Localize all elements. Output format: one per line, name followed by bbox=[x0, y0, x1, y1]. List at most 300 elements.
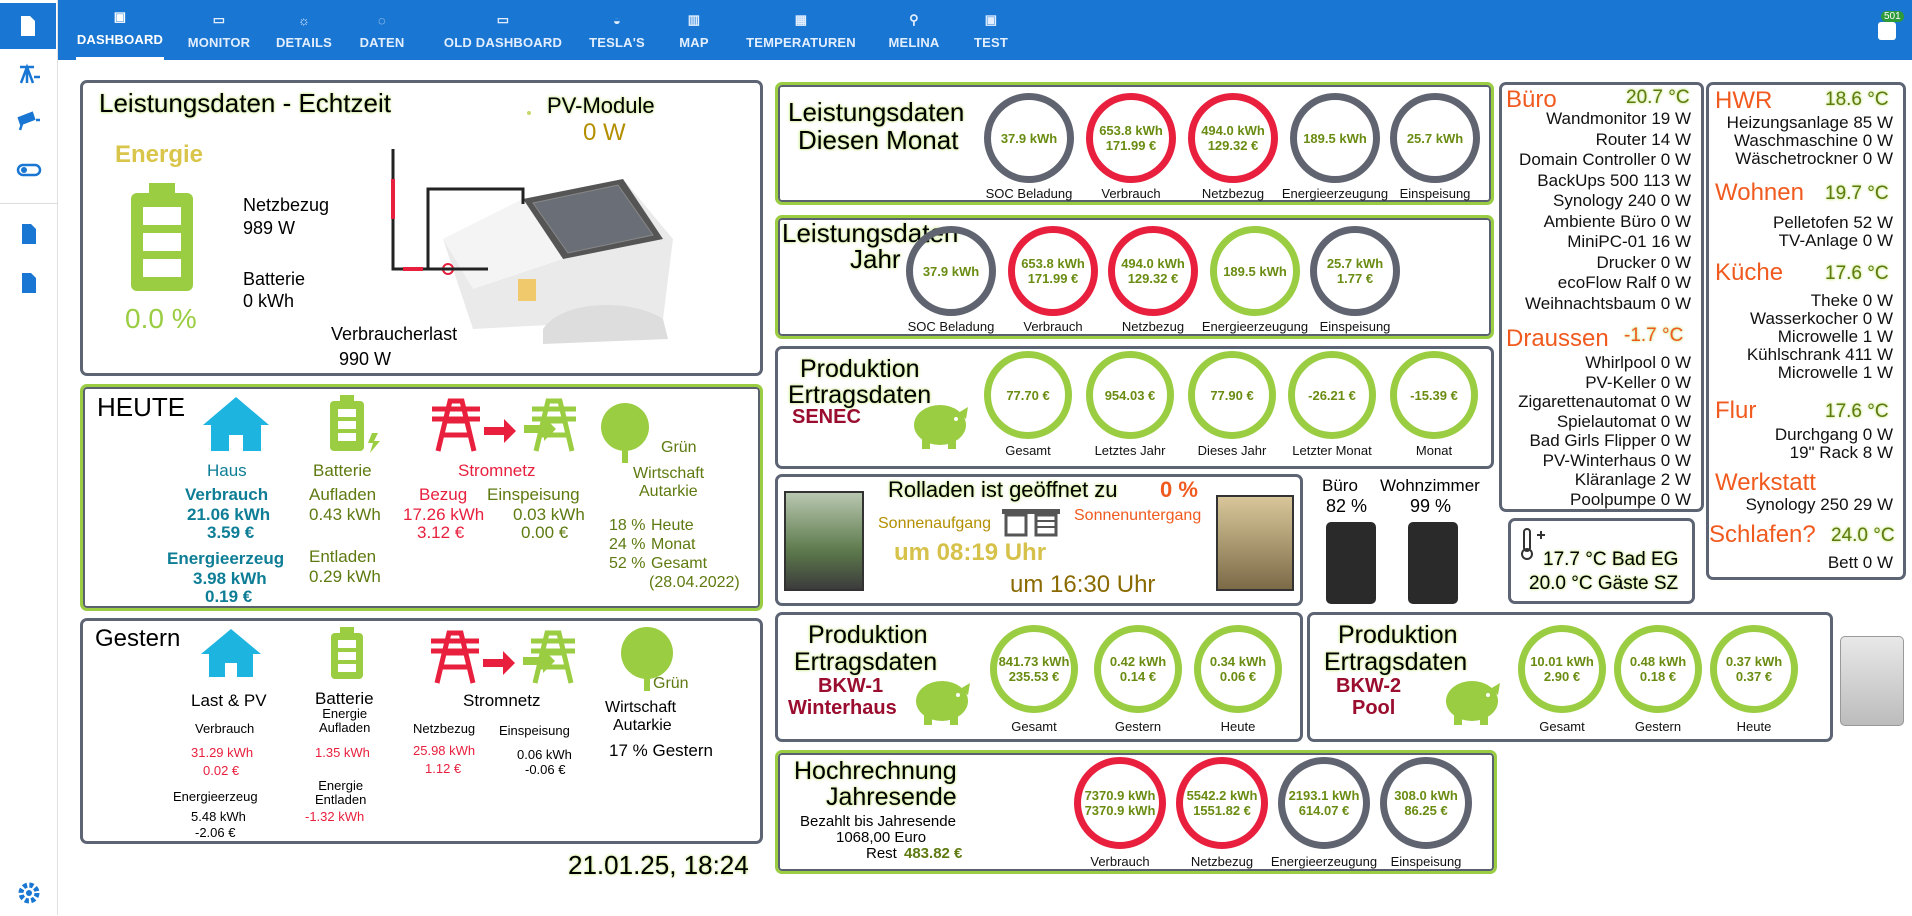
energieerz-kwh: 5.48 kWh bbox=[191, 809, 246, 824]
device-power-item: Poolpumpe 0 W bbox=[1570, 489, 1691, 509]
bezug-eur: 3.12 € bbox=[417, 523, 465, 542]
panel-title: Leistungsdaten - Echtzeit bbox=[99, 88, 391, 118]
gauge-label: Verbrauch bbox=[1090, 854, 1150, 869]
device-power-item: Weihnachtsbaum 0 W bbox=[1525, 293, 1691, 313]
gauge-ring bbox=[1614, 625, 1702, 713]
panel-title: Hochrechnung bbox=[794, 757, 957, 785]
einspeisung-label: Einspeisung bbox=[499, 723, 570, 738]
panel-title: Produktion bbox=[808, 621, 928, 649]
tab-label: DATEN bbox=[359, 35, 405, 50]
room-title: HWR bbox=[1715, 87, 1773, 114]
gauge-label: Dieses Jahr bbox=[1197, 443, 1267, 458]
panel-title: Produktion bbox=[1338, 621, 1458, 649]
room-temp: 19.7 °C bbox=[1825, 183, 1889, 204]
lastpv-label: Last & PV bbox=[191, 691, 267, 710]
panel-subtitle: Ertragsdaten bbox=[794, 648, 938, 676]
batterie-value: 0 kWh bbox=[243, 291, 295, 311]
panel-subtitle: Diesen Monat bbox=[798, 125, 959, 155]
piggy-bank-icon bbox=[912, 675, 974, 725]
room-temp: -1.7 °C bbox=[1624, 325, 1684, 346]
gauge-value: 77.90 € bbox=[1210, 387, 1254, 403]
rest-label: Rest bbox=[866, 845, 897, 862]
tree-icon bbox=[597, 403, 653, 463]
autarkie-heute-label: Heute bbox=[651, 517, 694, 534]
gauge-value-2: 1551.82 € bbox=[1193, 803, 1251, 818]
device-power-item: MiniPC-01 16 W bbox=[1567, 232, 1691, 251]
device-power-item: ecoFlow Ralf 0 W bbox=[1557, 273, 1691, 292]
gauge-label: Monat bbox=[1415, 443, 1453, 458]
device-power-item: BackUps 500 113 W bbox=[1537, 170, 1691, 190]
tab-label: TESLA'S bbox=[589, 35, 645, 50]
piggy-bank-icon bbox=[1442, 675, 1504, 725]
wirtschaft-label: Wirtschaft bbox=[605, 699, 677, 716]
sonnenuntergang-label: Sonnenuntergang bbox=[1074, 507, 1202, 524]
aufladen-value: 1.35 kWh bbox=[315, 745, 370, 760]
tab-label: DETAILS bbox=[275, 35, 333, 50]
gauge-value: 25.7 kWh bbox=[1326, 256, 1384, 271]
tab-daten[interactable]: ◌ DATEN bbox=[359, 13, 405, 50]
gauge-label: Heute bbox=[1736, 719, 1772, 734]
autarkie-label: Autarkie bbox=[639, 483, 698, 500]
gauge-value: 189.5 kWh bbox=[1223, 263, 1287, 279]
gauge-label: Verbrauch bbox=[1101, 186, 1161, 201]
aufladen-value: 0.43 kWh bbox=[309, 505, 381, 524]
panel-ertrag-senec bbox=[775, 346, 1494, 469]
einspeisung-eur: -0.06 € bbox=[525, 762, 566, 777]
window-photo-left bbox=[784, 491, 864, 591]
gauge-value: 189.5 kWh bbox=[1303, 130, 1367, 146]
grid-pylon-icon bbox=[428, 395, 578, 453]
gauge-label: Gesamt bbox=[1011, 719, 1057, 734]
autarkie-label: Autarkie bbox=[613, 717, 672, 734]
gauge-value: -15.39 € bbox=[1410, 387, 1458, 403]
gauge-ring bbox=[984, 93, 1074, 183]
stromnetz-label: Stromnetz bbox=[463, 691, 541, 710]
gauge-value: 0.34 kWh bbox=[1209, 654, 1267, 669]
aufladen-label: Aufladen bbox=[309, 485, 377, 504]
panel-monat bbox=[775, 82, 1494, 205]
gauge-label: Netzbezug bbox=[1121, 319, 1185, 334]
einspeisung-label: Einspeisung bbox=[487, 485, 580, 504]
tab-teslas[interactable]: ◒ TESLA'S bbox=[589, 13, 645, 50]
gauge-ring bbox=[1086, 93, 1176, 183]
room-temp: 24.0 °C bbox=[1831, 525, 1895, 546]
gauge-ring bbox=[1310, 226, 1400, 316]
device-power-item: Durchgang 0 W bbox=[1774, 425, 1893, 444]
panel-title: Leistungsdaten bbox=[782, 218, 959, 248]
gauge-label: SOC Beladung bbox=[985, 186, 1073, 201]
panel-title: Leistungsdaten bbox=[788, 97, 965, 127]
notification-badge: 501 bbox=[1881, 11, 1904, 22]
gauge-label: Einspeisung bbox=[1390, 854, 1462, 869]
gauge-label: Energieerzeugung bbox=[1281, 186, 1389, 201]
tab-label: MAP bbox=[679, 35, 709, 50]
gauge-value-2: 171.99 € bbox=[1027, 271, 1079, 286]
gauge-label: Gestern bbox=[1114, 719, 1162, 734]
autarkie-gesamt-label: Gesamt bbox=[651, 555, 708, 572]
device-power-item: Synology 250 29 W bbox=[1745, 495, 1893, 514]
rolladen-text: Rolladen ist geöffnet zu bbox=[888, 477, 1118, 502]
panel-subtitle: Jahr bbox=[850, 244, 901, 274]
temp-bad: 17.7 °C Bad EG bbox=[1543, 549, 1679, 570]
gauge-ring bbox=[1390, 351, 1478, 439]
bkw-location: Winterhaus bbox=[788, 697, 897, 719]
solar-panel-icon bbox=[16, 63, 42, 87]
gauge-value: 653.8 kWh bbox=[1021, 256, 1085, 271]
panel-echtzeit bbox=[80, 80, 763, 376]
verbrauch-eur: 0.02 € bbox=[203, 763, 240, 778]
tab-map[interactable]: ▥ MAP bbox=[679, 12, 709, 50]
battery-charge-icon bbox=[326, 395, 382, 453]
device-power-item: Pelletofen 52 W bbox=[1772, 213, 1893, 232]
gauge-value: 5542.2 kWh bbox=[1186, 788, 1258, 803]
sidebar-item-doc3[interactable] bbox=[0, 260, 58, 306]
panel-subtitle: Ertragsdaten bbox=[1324, 648, 1468, 676]
room-temp: 17.6 °C bbox=[1825, 263, 1889, 284]
document-icon bbox=[19, 15, 37, 37]
gauge-value: 653.8 kWh bbox=[1099, 123, 1163, 138]
autarkie-monat-label: Monat bbox=[651, 536, 696, 553]
notification-icon[interactable] bbox=[1878, 22, 1896, 40]
document-icon bbox=[20, 272, 38, 294]
device-power-item: Domain Controller 0 W bbox=[1519, 150, 1691, 169]
timestamp: 21.01.25, 18:24 bbox=[568, 850, 749, 880]
sidebar-item-solar[interactable] bbox=[0, 52, 58, 98]
device-power-item: TV-Anlage 0 W bbox=[1778, 231, 1893, 250]
gauge-label: Gesamt bbox=[1539, 719, 1585, 734]
device-power-item: Whirlpool 0 W bbox=[1585, 353, 1691, 372]
energieerz-eur: -2.06 € bbox=[195, 825, 236, 840]
room-title: Wohnen bbox=[1715, 179, 1804, 206]
gauge-ring bbox=[1176, 757, 1268, 849]
verbrauch-label: Verbrauch bbox=[185, 485, 269, 504]
panel-subtitle: Ertragsdaten bbox=[788, 381, 932, 409]
device-power-item: Wandmonitor 19 W bbox=[1546, 109, 1691, 128]
gauge-value: 2193.1 kWh bbox=[1288, 788, 1360, 803]
device-power-item: Kühlschrank 411 W bbox=[1746, 345, 1893, 364]
gauge-value: 7370.9 kWh bbox=[1084, 788, 1156, 803]
entladen-label: Energie Entladen bbox=[315, 778, 367, 807]
device-power-item: Microwelle 1 W bbox=[1777, 363, 1893, 382]
gauge-value-2: 0.18 € bbox=[1639, 669, 1677, 684]
gauge-label: Netzbezug bbox=[1190, 854, 1254, 869]
gauge-label: Netzbezug bbox=[1201, 186, 1265, 201]
bezug-label: Bezug bbox=[419, 485, 468, 504]
sidebar-item-document[interactable] bbox=[0, 3, 56, 49]
grid-pylon-icon bbox=[427, 627, 577, 685]
tab-test[interactable]: ▣ TEST bbox=[973, 12, 1009, 50]
gauge-value: -26.21 € bbox=[1308, 387, 1356, 403]
gauge-value: 77.70 € bbox=[1006, 387, 1050, 403]
gauge-value: 841.73 kWh bbox=[998, 654, 1070, 669]
window-photo-right bbox=[1216, 495, 1294, 591]
gauge-ring bbox=[1710, 625, 1798, 713]
sonnenaufgang-label: Sonnenaufgang bbox=[878, 515, 991, 532]
bkw-name: BKW-2 bbox=[1336, 675, 1402, 697]
panel-title: Produktion bbox=[800, 355, 920, 383]
ecoflow-buero-pct: 82 % bbox=[1326, 496, 1368, 516]
energie-label: Energie bbox=[115, 141, 204, 168]
verbraucher-label: Verbraucherlast bbox=[331, 324, 458, 344]
einspeisung-kwh: 0.06 kWh bbox=[517, 747, 572, 762]
gauge-label: Verbrauch bbox=[1023, 319, 1083, 334]
meter-icon bbox=[1840, 636, 1904, 726]
energieerz-label: Energieerzeug bbox=[173, 789, 258, 804]
panel-jahr bbox=[775, 215, 1494, 339]
einspeisung-eur: 0.00 € bbox=[521, 523, 569, 542]
device-power-item: Bad Girls Flipper 0 W bbox=[1529, 431, 1691, 450]
sonnenaufgang-time: um 08:19 Uhr bbox=[894, 539, 1047, 566]
bezahlt-betrag: 1068,00 Euro bbox=[836, 829, 927, 846]
device-power-item: Heizungsanlage 85 W bbox=[1726, 113, 1893, 132]
autarkie-monat: 24 % bbox=[609, 536, 646, 553]
gauge-value: 0.37 kWh bbox=[1725, 654, 1783, 669]
entladen-value: 0.29 kWh bbox=[309, 567, 381, 586]
panel-temps bbox=[1508, 518, 1695, 604]
tab-label: TEMPERATUREN bbox=[746, 35, 856, 50]
verbrauch-kwh: 31.29 kWh bbox=[191, 745, 254, 760]
panel-gestern bbox=[80, 618, 763, 844]
gauge-value-2: 0.37 € bbox=[1735, 669, 1773, 684]
gauge-ring bbox=[1074, 757, 1166, 849]
piggy-bank-icon bbox=[910, 399, 972, 449]
house-illustration bbox=[363, 139, 693, 359]
gruen-label: Grün bbox=[653, 675, 689, 692]
room-title: Draussen bbox=[1506, 325, 1609, 352]
aufladen-label: Energie Aufladen bbox=[319, 706, 371, 735]
ecoflow-wohn-pct: 99 % bbox=[1410, 496, 1452, 516]
tab-label: MELINA bbox=[888, 35, 940, 50]
panel-heute bbox=[80, 384, 763, 611]
brand-label: SENEC bbox=[792, 406, 861, 428]
gauge-value-2: 129.32 € bbox=[1207, 138, 1259, 153]
sidebar-item-doc2[interactable] bbox=[0, 211, 58, 257]
gauge-ring bbox=[1210, 226, 1300, 316]
verbraucher-value: 990 W bbox=[339, 349, 392, 369]
rolladen-pct: 0 % bbox=[1160, 477, 1198, 502]
gauge-label: Energieerzeugung bbox=[1201, 319, 1309, 334]
house-icon bbox=[199, 627, 263, 679]
einspeisung-kwh: 0.03 kWh bbox=[513, 505, 585, 524]
room-title: Flur bbox=[1715, 397, 1757, 424]
batterie-label: Batterie bbox=[315, 689, 374, 708]
sidebar-item-camera[interactable] bbox=[0, 98, 58, 144]
device-power-item: Waschmaschine 0 W bbox=[1733, 131, 1893, 150]
autarkie-heute: 18 % bbox=[609, 517, 646, 534]
gauge-ring bbox=[1380, 757, 1472, 849]
panel-rooms1 bbox=[1499, 82, 1704, 512]
bkw-location: Pool bbox=[1352, 697, 1396, 719]
gauge-value: 954.03 € bbox=[1104, 387, 1156, 403]
entladen-label: Entladen bbox=[309, 547, 377, 566]
tab-monitor[interactable]: ▭ MONITOR bbox=[187, 12, 251, 50]
gauge-value: 37.9 kWh bbox=[1000, 130, 1058, 146]
gear-icon bbox=[17, 881, 41, 905]
tab-old-dashboard[interactable]: ▭ OLD DASHBOARD bbox=[443, 12, 563, 50]
gauge-value: 0.48 kWh bbox=[1629, 654, 1687, 669]
gauge-ring bbox=[1108, 226, 1198, 316]
tab-label: DASHBOARD bbox=[76, 32, 164, 47]
gauge-value: 308.0 kWh bbox=[1394, 788, 1458, 803]
netzbezug-value: 989 W bbox=[243, 218, 296, 238]
sidebar-item-toggle[interactable] bbox=[0, 147, 58, 193]
verbrauch-label: Verbrauch bbox=[195, 721, 255, 736]
gauge-ring bbox=[1518, 625, 1606, 713]
room-title: Küche bbox=[1715, 259, 1784, 286]
gauge-ring bbox=[1094, 625, 1182, 713]
gauge-value: 494.0 kWh bbox=[1201, 123, 1265, 138]
netzbezug-label: Netzbezug bbox=[413, 721, 476, 736]
device-power-item: Ambiente Büro 0 W bbox=[1543, 211, 1691, 231]
gauge-value-2: 7370.9 kWh bbox=[1084, 803, 1156, 818]
panel-rooms2 bbox=[1706, 82, 1906, 580]
gauge-value-2: 86.25 € bbox=[1404, 803, 1448, 818]
bezug-kwh: 17.26 kWh bbox=[403, 505, 485, 524]
tab-label: MONITOR bbox=[187, 35, 251, 50]
gauge-value-2: 1.77 € bbox=[1336, 271, 1374, 286]
tab-label: OLD DASHBOARD bbox=[443, 35, 563, 50]
sonnenuntergang-time: um 16:30 Uhr bbox=[1010, 571, 1156, 598]
device-power-item: Microwelle 1 W bbox=[1777, 327, 1893, 346]
tab-melina[interactable]: ⚲ MELINA bbox=[888, 12, 940, 50]
haus-label: Haus bbox=[207, 461, 247, 480]
gauge-label: Einspeisung bbox=[1319, 319, 1391, 334]
top-nav bbox=[58, 0, 1912, 60]
gauge-value: 37.9 kWh bbox=[922, 263, 980, 279]
verbrauch-kwh: 21.06 kWh bbox=[187, 505, 271, 524]
batterie-label: Batterie bbox=[313, 461, 372, 480]
battery-percent: 0.0 % bbox=[125, 303, 197, 334]
sidebar-item-settings[interactable] bbox=[0, 870, 58, 916]
gauge-value-2: 0.06 € bbox=[1219, 669, 1257, 684]
device-power-item: Router 14 W bbox=[1595, 129, 1691, 149]
bezahlt-label: Bezahlt bis Jahresende bbox=[800, 813, 956, 830]
panel-hochrechnung bbox=[775, 750, 1497, 874]
gauge-ring bbox=[1290, 93, 1380, 183]
gauge-value-2: 2.90 € bbox=[1543, 669, 1581, 684]
netzbezug-label: Netzbezug bbox=[243, 195, 330, 215]
gauge-label: Letztes Jahr bbox=[1094, 443, 1166, 458]
gauge-label: Einspeisung bbox=[1399, 186, 1471, 201]
battery-icon bbox=[127, 181, 197, 293]
tab-dashboard[interactable]: ▣ DASHBOARD bbox=[76, 0, 164, 60]
autarkie-date: (28.04.2022) bbox=[649, 574, 740, 591]
netzbezug-eur: 1.12 € bbox=[425, 761, 462, 776]
gauge-ring bbox=[1086, 351, 1174, 439]
room-temp: 18.6 °C bbox=[1825, 89, 1889, 110]
camera-icon bbox=[16, 110, 42, 132]
gauge-ring bbox=[1288, 351, 1376, 439]
energieerz-eur: 0.19 € bbox=[205, 587, 253, 606]
ecoflow-wohn-label: Wohnzimmer bbox=[1380, 476, 1480, 495]
tab-details[interactable]: ☼ DETAILS bbox=[275, 13, 333, 50]
tab-label: TEST bbox=[973, 35, 1009, 50]
room-temp: 17.6 °C bbox=[1825, 401, 1889, 422]
energieerz-label: Energieerzeug bbox=[167, 549, 285, 568]
gauge-label: Heute bbox=[1220, 719, 1256, 734]
gauge-value: 0.42 kWh bbox=[1109, 654, 1167, 669]
ecoflow-device-icon bbox=[1326, 522, 1376, 604]
device-power-item: Theke 0 W bbox=[1810, 291, 1893, 310]
gauge-label: Letzter Monat bbox=[1292, 443, 1372, 458]
room-temp: 20.7 °C bbox=[1626, 87, 1690, 108]
device-power-item: Drucker 0 W bbox=[1596, 252, 1691, 272]
gauge-ring bbox=[1188, 93, 1278, 183]
gauge-label: Energieerzeugung bbox=[1270, 854, 1378, 869]
device-power-item: Synology 240 0 W bbox=[1553, 191, 1691, 210]
gauge-value: 25.7 kWh bbox=[1406, 130, 1464, 146]
panel-title: Gestern bbox=[95, 625, 181, 652]
ecoflow-buero-label: Büro bbox=[1322, 476, 1358, 495]
panel-title: HEUTE bbox=[97, 392, 186, 422]
gauge-value-2: 235.53 € bbox=[1008, 669, 1060, 684]
shutter-icon bbox=[1000, 507, 1062, 537]
device-power-item: PV-Keller 0 W bbox=[1585, 372, 1691, 392]
batterie-label: Batterie bbox=[243, 269, 306, 289]
gauge-label: SOC Beladung bbox=[907, 319, 995, 334]
gauge-value-2: 0.14 € bbox=[1119, 669, 1157, 684]
toggle-icon bbox=[16, 162, 42, 178]
document-icon bbox=[20, 223, 38, 245]
pv-value: 0 W bbox=[583, 119, 626, 146]
rest-value: 483.82 € bbox=[904, 845, 963, 862]
bkw-name: BKW-1 bbox=[818, 675, 884, 697]
autarkie-gesamt: 52 % bbox=[609, 555, 646, 572]
pv-label: PV-Module bbox=[547, 93, 655, 118]
gauge-ring bbox=[984, 351, 1072, 439]
gauge-ring bbox=[990, 625, 1078, 713]
room-title: Werkstatt bbox=[1715, 469, 1816, 496]
panel-bkw2 bbox=[1307, 612, 1833, 742]
panel-subtitle: Jahresende bbox=[826, 783, 957, 811]
temp-gaeste: 20.0 °C Gäste SZ bbox=[1529, 573, 1679, 594]
device-power-item: Kläranlage 2 W bbox=[1574, 470, 1691, 489]
gauge-ring bbox=[906, 226, 996, 316]
autarkie-value: 17 % Gestern bbox=[609, 741, 713, 760]
device-power-item: Spielautomat 0 W bbox=[1556, 411, 1691, 431]
gauge-ring bbox=[1194, 625, 1282, 713]
stromnetz-label: Stromnetz bbox=[458, 461, 536, 480]
wirtschaft-label: Wirtschaft bbox=[633, 465, 705, 482]
gauge-value-2: 171.99 € bbox=[1105, 138, 1157, 153]
tab-temperaturen[interactable]: ▦ TEMPERATUREN bbox=[746, 12, 856, 50]
device-power-item: Wäschetrockner 0 W bbox=[1735, 149, 1893, 168]
energieerz-kwh: 3.98 kWh bbox=[193, 569, 267, 588]
gauge-ring bbox=[1188, 351, 1276, 439]
house-icon bbox=[201, 395, 271, 453]
gauge-label: Gestern bbox=[1634, 719, 1682, 734]
panel-bkw1 bbox=[775, 612, 1303, 742]
netzbezug-kwh: 25.98 kWh bbox=[413, 743, 476, 758]
gauge-ring bbox=[1008, 226, 1098, 316]
gauge-ring bbox=[1278, 757, 1370, 849]
gauge-label: Gesamt bbox=[1005, 443, 1051, 458]
device-power-item: Bett 0 W bbox=[1827, 553, 1893, 572]
ecoflow-device-icon bbox=[1408, 522, 1458, 604]
gauge-value-2: 129.32 € bbox=[1127, 271, 1179, 286]
panel-rolladen bbox=[775, 474, 1303, 606]
device-power-item: Zigarettenautomat 0 W bbox=[1518, 392, 1691, 411]
device-power-item: 19" Rack 8 W bbox=[1789, 443, 1893, 462]
device-power-item: Wasserkocher 0 W bbox=[1750, 309, 1893, 328]
gauge-value-2: 614.07 € bbox=[1298, 803, 1350, 818]
device-power-item: PV-Winterhaus 0 W bbox=[1542, 450, 1691, 470]
gruen-label: Grün bbox=[661, 439, 697, 456]
gauge-value: 10.01 kWh bbox=[1530, 654, 1594, 669]
sidebar bbox=[0, 0, 58, 915]
gauge-ring bbox=[1390, 93, 1480, 183]
battery-icon bbox=[329, 627, 365, 679]
